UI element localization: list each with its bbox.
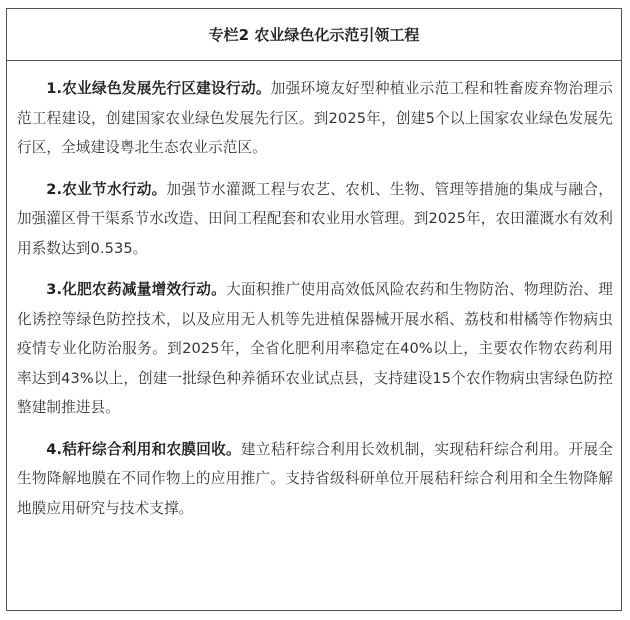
- box-body: [7, 61, 621, 523]
- item-heading-3: 3.化肥农药减量增效行动。: [46, 281, 227, 298]
- item-text-1: 加强环境友好型种植业示范工程和牲畜废弃物治理示范工程建设，创建国家农业绿色发展先行区。到2025年，创建5个以上国家农业绿色发展先行区，全域建设粤北生态农业示范区。: [17, 80, 613, 156]
- box-title: 专栏2 农业绿色化示范引领工程: [7, 9, 621, 61]
- item-heading-2: 2.农业节水行动。: [46, 180, 167, 198]
- item-heading-4: 4.秸秆综合利用和农膜回收。: [46, 440, 241, 458]
- item-text-4: 建立秸秆综合利用长效机制，实现秸秆综合利用。开展全生物降解地膜在不同作物上的应用推广。支持省级科研单位开展秸秆综合利用和全生物降解地膜应用研究与技术支撑。: [17, 440, 613, 517]
- item-heading-1: 1.农业绿色发展先行区建设行动。: [46, 80, 271, 97]
- item-paragraph-3: [17, 275, 613, 423]
- feature-box: [6, 8, 622, 611]
- item-paragraph-1: [17, 74, 613, 163]
- item-paragraph-4: [17, 435, 613, 524]
- item-text-3: 大面积推广使用高效低风险农药和生物防治、物理防治、理化诱控等绿色防控技术，以及应用无人机等先进植保器械开展水稻、荔枝和柑橘等作物病虫疫情专业化防治服务。到2025年，全省化肥利用率稳定在40%以上，主要农作物农药利用率达到43%以上，创建一批绿色种养循环农业试点县，支持建设15个农作物病虫害绿色防控整建制推进县。: [17, 281, 614, 416]
- item-text-2: 加强节水灌溉工程与农艺、农机、生物、管理等措施的集成与融合，加强灌区骨干渠系节水改造、田间工程配套和农业用水管理。到2025年，农田灌溉水有效利用系数达到0.535。: [17, 180, 613, 257]
- item-paragraph-2: [17, 175, 613, 264]
